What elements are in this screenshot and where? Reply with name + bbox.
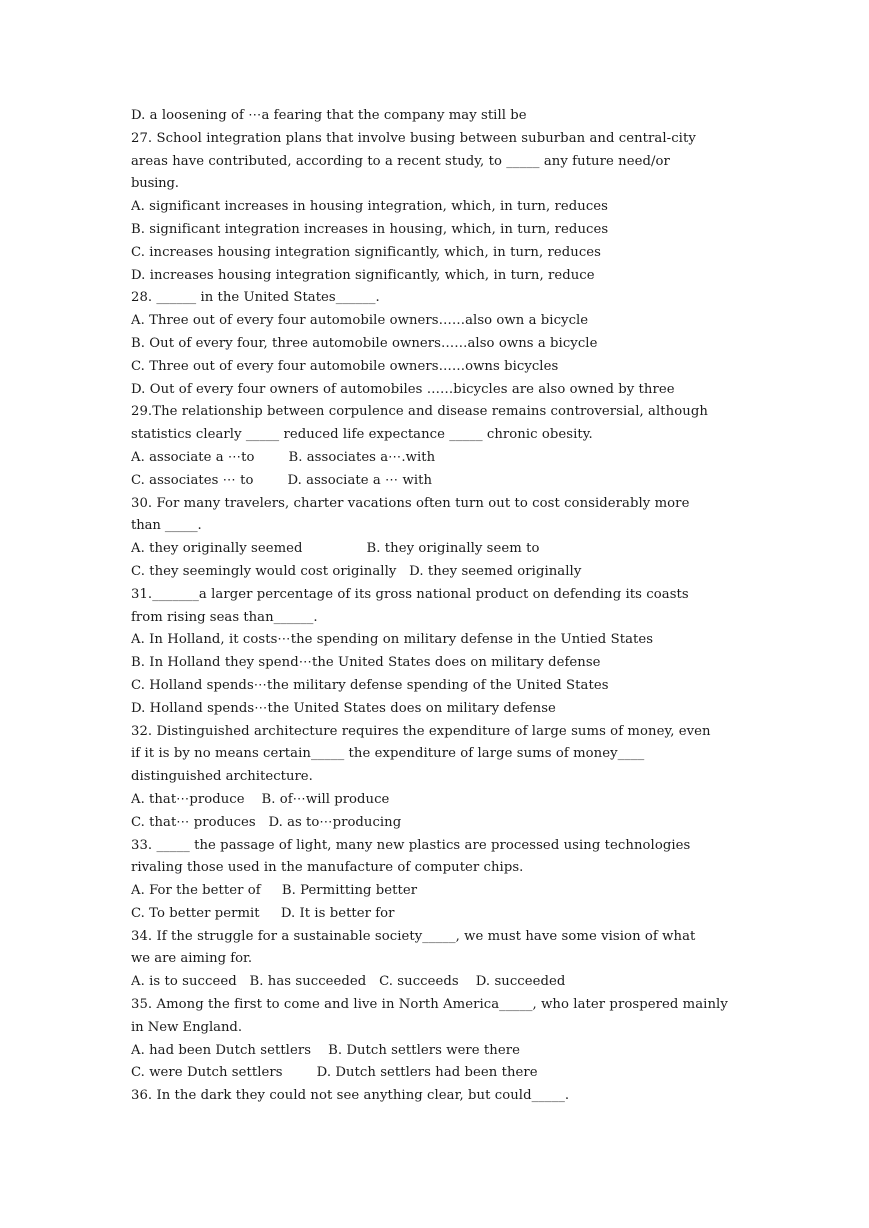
text-line: 29.The relationship between corpulence and disease remains controversial, although	[131, 404, 708, 420]
text-line: 35. Among the first to come and live in North America_____, who later prospered mainly	[131, 997, 728, 1013]
document-body	[131, 105, 741, 1108]
text-line: A. had been Dutch settlers B. Dutch settlers were there	[131, 1042, 520, 1058]
text-line: C. To better permit D. It is better for	[131, 905, 395, 921]
text-line: C. increases housing integration significantly, which, in turn, reduces	[131, 244, 602, 260]
text-line: C. associates ⋯ to D. associate a ⋯ with	[131, 472, 433, 488]
text-line: D. a loosening of ⋯a fearing that the company may still be	[131, 108, 527, 123]
text-line: D. Out of every four owners of automobiles ……bicycles are also owned by three	[131, 381, 675, 397]
text-line: A. For the better of B. Permitting better	[131, 883, 418, 899]
text-line: C. they seemingly would cost originally D. they seemed originally	[131, 563, 582, 579]
text-line: we are aiming for.	[131, 951, 253, 967]
text-line: 27. School integration plans that involve busing between suburban and central-city	[131, 130, 696, 146]
text-line: 36. In the dark they could not see anything clear, but could_____.	[131, 1088, 570, 1104]
text-line: 33. _____ the passage of light, many new plastics are processed using technologies	[131, 837, 691, 853]
text-line: 31._______a larger percentage of its gross national product on defending its coasts	[131, 586, 689, 602]
text-line: than _____.	[131, 518, 202, 534]
text-line: A. In Holland, it costs⋯the spending on military defense in the Untied States	[131, 632, 654, 648]
text-line: 34. If the struggle for a sustainable society_____, we must have some vision of what	[131, 928, 696, 944]
text-line: busing.	[131, 176, 179, 192]
text-line: B. Out of every four, three automobile owners……also owns a bicycle	[131, 335, 598, 351]
text-line: B. significant integration increases in housing, which, in turn, reduces	[131, 221, 609, 237]
text-line: A. associate a ⋯to B. associates a⋯.with	[131, 449, 436, 465]
text-line: from rising seas than______.	[131, 609, 318, 625]
text-line: in New England.	[131, 1019, 242, 1035]
text-line: 32. Distinguished architecture requires the expenditure of large sums of money, even	[131, 723, 711, 739]
text-line: rivaling those used in the manufacture of computer chips.	[131, 860, 524, 876]
text-line: C. Three out of every four automobile owners……owns bicycles	[131, 358, 559, 374]
text-line: B. In Holland they spend⋯the United States does on military defense	[131, 655, 601, 671]
text-line: areas have contributed, according to a recent study, to _____ any future need/or	[131, 153, 670, 169]
text-line: D. increases housing integration significantly, which, in turn, reduce	[131, 267, 595, 283]
text-line: A. they originally seemed B. they originally seem to	[131, 541, 540, 557]
text-line: statistics clearly _____ reduced life expectance _____ chronic obesity.	[131, 427, 593, 443]
text-line: A. that⋯produce B. of⋯will produce	[131, 791, 390, 807]
text-line: A. is to succeed B. has succeeded C. succeeds D. succeeded	[131, 974, 566, 990]
text-line: 28. ______ in the United States______.	[131, 290, 380, 306]
text-line: A. significant increases in housing integration, which, in turn, reduces	[131, 199, 609, 215]
text-line: A. Three out of every four automobile owners……also own a bicycle	[131, 313, 589, 329]
text-line: if it is by no means certain_____ the expenditure of large sums of money____	[131, 746, 645, 762]
text-line: D. Holland spends⋯the United States does on military defense	[131, 700, 556, 716]
text-line: C. were Dutch settlers D. Dutch settlers had been there	[131, 1065, 538, 1081]
text-line: C. Holland spends⋯the military defense spending of the United States	[131, 677, 609, 693]
text-line: C. that⋯ produces D. as to⋯producing	[131, 814, 402, 830]
text-line: 30. For many travelers, charter vacations often turn out to cost considerably more	[131, 495, 690, 511]
text-line: distinguished architecture.	[131, 769, 313, 785]
